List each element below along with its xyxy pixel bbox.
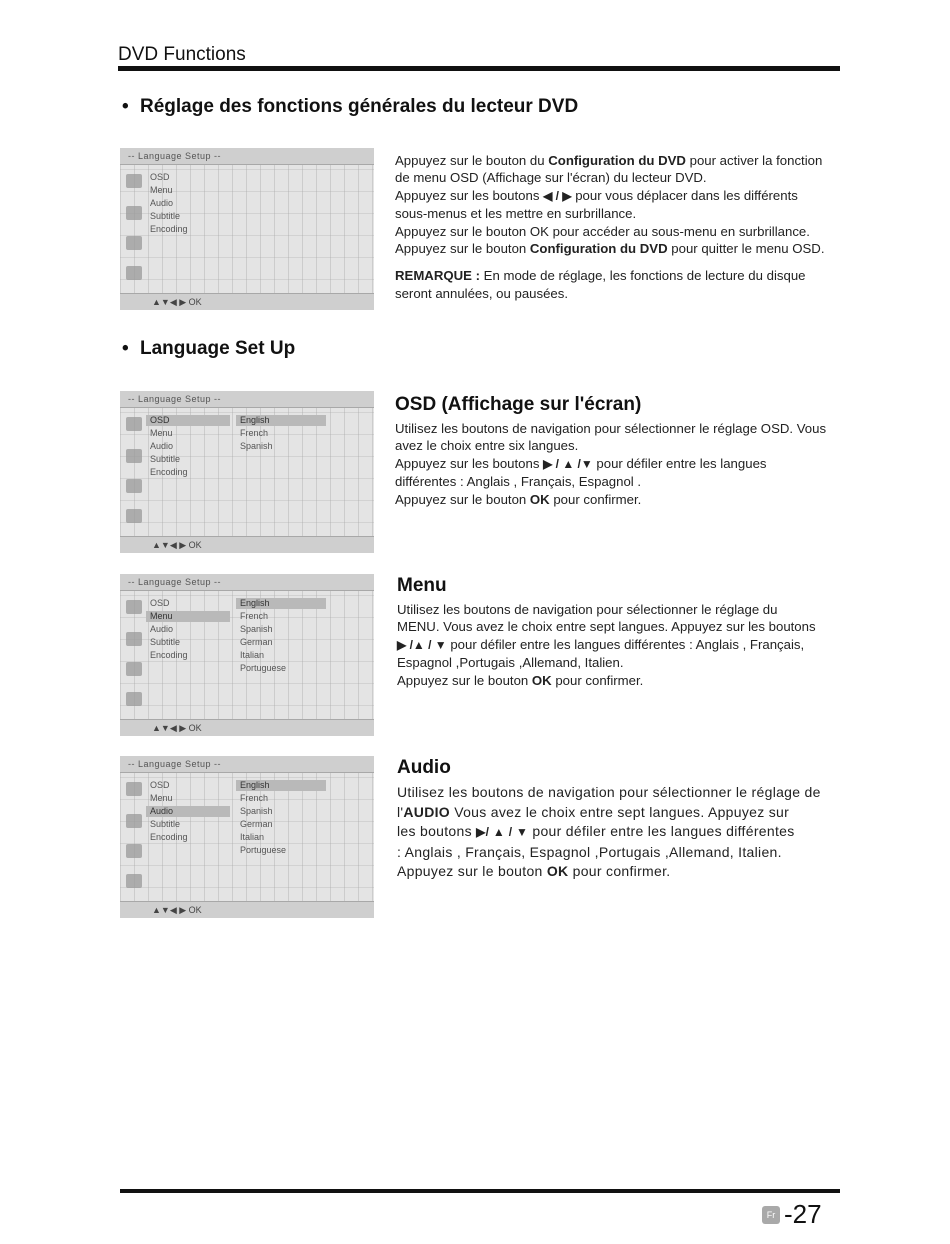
tools-icon (126, 236, 142, 250)
header-divider (118, 66, 840, 71)
osd-menu-item: Audio (150, 624, 174, 634)
footer-divider (120, 1189, 840, 1193)
osd-option: Spanish (240, 624, 273, 634)
osd-menu-item: Encoding (150, 224, 188, 234)
note-label: REMARQUE : (395, 268, 480, 284)
speaker-icon (126, 449, 142, 463)
navigation-arrows-icon: ▶ /▲ / ▼ (397, 637, 447, 652)
osd-menu-item: OSD (150, 780, 170, 790)
osd-title: -- Language Setup -- (120, 148, 374, 165)
bullet-icon: • (122, 96, 129, 117)
osd-menu-item: Audio (150, 198, 174, 208)
osd-option-selected: English (236, 780, 326, 791)
osd-screen-menu (120, 574, 374, 736)
speaker-icon (126, 814, 142, 828)
osd-menu-item: OSD (150, 598, 170, 608)
osd-menu-item: Subtitle (150, 637, 181, 647)
osd-title: -- Language Setup -- (120, 756, 374, 773)
osd-option: Italian (240, 832, 265, 842)
osd-option: German (240, 819, 273, 829)
film-icon (126, 874, 142, 888)
osd-menu-item: Subtitle (150, 819, 181, 829)
osd-menu-item: Menu (150, 185, 173, 195)
osd-menu-item: Subtitle (150, 454, 181, 464)
osd-option: French (240, 611, 269, 621)
osd-title: -- Language Setup -- (120, 391, 374, 408)
osd-title: -- Language Setup -- (120, 574, 374, 591)
disc-icon (126, 782, 142, 796)
osd-menu-item: OSD (150, 172, 170, 182)
osd-option-selected: English (236, 598, 326, 609)
osd-section (395, 394, 840, 508)
osd-menu-item: Encoding (150, 650, 188, 660)
page-number: -27 (784, 1199, 822, 1229)
menu-section-title: Menu (397, 575, 447, 596)
osd-option: German (240, 637, 273, 647)
osd-screen-main (120, 148, 374, 310)
section-title-text: Language Set Up (140, 338, 296, 359)
osd-option: French (240, 793, 269, 803)
osd-section-text: Utilisez les boutons de navigation pour sélectionner le réglage OSD. Vous avez le choix entre six langues. Appuyez sur les boutons ▶ / ▲ /▼ pour défiler entre les langues différentes : Anglais , Français, Espagnol . Appuyez sur le bouton OK pour confirmer. (395, 421, 827, 507)
tools-icon (126, 844, 142, 858)
page-header-title: DVD Functions (118, 44, 246, 65)
intro-text: Appuyez sur le bouton du Configuration du DVD pour activer la fonction de menu OSD (Affichage sur l'écran) du lecteur DVD. Appuyez sur les boutons ◀ / ▶ pour vous déplacer dans les différents sous-menus et les mettre en surbrillance. Appuyez sur le bouton OK pour accéder au sous-menu en surbrillance. Appuyez sur le bouton Configuration du DVD pour quitter le menu OSD. REMARQUE : En mode de réglage, les fonctions de lecture du disque seront annulées, ou pausées. (395, 153, 825, 301)
left-right-arrow-icon: ◀ / ▶ (543, 188, 572, 203)
tools-icon (126, 479, 142, 493)
section-title-general (122, 96, 578, 118)
disc-icon (126, 417, 142, 431)
section-title-text: Réglage des fonctions générales du lecteur DVD (140, 96, 579, 117)
osd-menu-item-selected: OSD (146, 415, 230, 426)
language-badge: Fr (762, 1206, 780, 1224)
osd-menu-item: Encoding (150, 832, 188, 842)
osd-menu-item: Audio (150, 441, 174, 451)
osd-nav-bar: ▲▼◀ ▶ OK (120, 293, 374, 310)
osd-option: Spanish (240, 806, 273, 816)
osd-menu-item: Subtitle (150, 211, 181, 221)
disc-icon (126, 600, 142, 614)
osd-option: Italian (240, 650, 265, 660)
osd-menu-item-selected: Menu (146, 611, 230, 622)
speaker-icon (126, 632, 142, 646)
osd-menu-item: Menu (150, 793, 173, 803)
audio-section-text: Utilisez les boutons de navigation pour sélectionner le réglage de l'AUDIO Vous avez le choix entre sept langues. Appuyez sur les boutons ▶/ ▲ / ▼ pour défiler entre les langues différentes : Anglais , Français, Espagnol ,Portugais ,Allemand, Italien. Appuyez sur le bouton OK pour confirmer. (397, 784, 821, 879)
disc-icon (126, 174, 142, 188)
osd-section-title: OSD (Affichage sur l'écran) (395, 394, 642, 415)
osd-option: Portuguese (240, 663, 287, 673)
osd-nav-bar: ▲▼◀ ▶ OK (120, 901, 374, 918)
osd-menu-item: Encoding (150, 467, 188, 477)
osd-menu-item-selected: Audio (146, 806, 230, 817)
osd-option: Spanish (240, 441, 273, 451)
tools-icon (126, 662, 142, 676)
section-title-language (122, 338, 295, 360)
osd-nav-bar: ▲▼◀ ▶ OK (120, 536, 374, 553)
menu-section (397, 575, 840, 689)
osd-menu-item: Menu (150, 428, 173, 438)
bullet-icon: • (122, 338, 129, 359)
osd-option-selected: English (236, 415, 326, 426)
osd-option: French (240, 428, 269, 438)
osd-nav-bar: ▲▼◀ ▶ OK (120, 719, 374, 736)
osd-screen-audio (120, 756, 374, 918)
film-icon (126, 692, 142, 706)
osd-option: Portuguese (240, 845, 287, 855)
film-icon (126, 509, 142, 523)
film-icon (126, 266, 142, 280)
navigation-arrows-icon: ▶ / ▲ /▼ (543, 456, 593, 471)
audio-section (397, 757, 840, 882)
navigation-arrows-icon: ▶/ ▲ / ▼ (476, 825, 529, 839)
speaker-icon (126, 206, 142, 220)
menu-section-text: Utilisez les boutons de navigation pour sélectionner le réglage du MENU. Vous avez le choix entre sept langues. Appuyez sur les boutons ▶ /▲ / ▼ pour défiler entre les langues différentes : Anglais , Français, Espagnol ,Portugais ,Allemand, Italien. Appuyez sur le bouton OK pour confirmer. (397, 602, 816, 688)
osd-screen-osd (120, 391, 374, 553)
audio-section-title: Audio (397, 757, 451, 778)
